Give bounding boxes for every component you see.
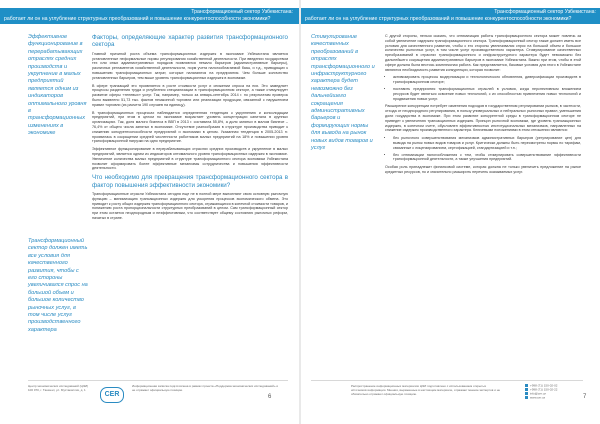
cer-logo: CER [100,387,124,403]
bullet-list-2 [385,136,581,162]
right-sidebar-quote-1: Стимулирование качественных преобразований в отраслях трансформационного и инфраструктурного характера будет невозможно без дальнейшего сокращения административных барьеров и формирующих нормы для вывода на рынок новых видов товаров и услуг [311,34,375,152]
paragraph: Расширение конкуренции потребует изменения подходов в государственном регулировании рынков, в частности, отхода от неоднородного регулирования, в пользу универсальных и нейтральных рыночных правил, уменьшения доли государства в экономике. При этом развитие конкурентной среды в трансформационном секторе не приведет к увеличению трансакционных издержек. Принцип рыночной экономики, где уровень трансакционных издержек, в конечном счете, обусловлен эффективностью институциональных механизмов, направленных на снижение издержек производственного характера. Ключевыми положениями в этом отношении являются: [385,104,581,133]
bullet-list-1 [385,75,581,101]
paragraph: Трансформационные отрасли Узбекистана сегодня еще не в полной мере выполняют свою основную рыночную функцию – минимизацию трансакционных издержек для ускорения процессов экономического обмена. Это приводит к росту общих издержек трансформационного сектора, отражающихся в конечной стоимости товаров, и понижению роста пропорциональности структурных преобразований в целом. Сам трансформационный сектор при этом остается неоднородным и неэффективным, что соответствует общему состоянию рыночных реформ, начатых в стране. [92,191,288,220]
header-band-right [301,8,600,24]
list-item: • без рыночного совершенствования механизмов административных барьеров (регулирование цен) для вывода на рынок новых видов товаров и услуг. Критически должны быть пересмотрены нормы по тарифам, связанные с лицензированием, сертификацией, стандартизацией и т.п.; [393,136,581,150]
right-main-column [385,34,581,178]
header-band-left [0,8,299,24]
right-page [301,0,600,424]
left-main-column [92,34,288,224]
page-number-right: 7 [583,394,587,400]
paragraph: Особая роль принадлежит финансовой системе, которая должна не только увеличить предложение на рынке кредитных ресурсов, но и значительно расширить перечень оказываемых услуг. [385,165,581,174]
footer-disclaimer: Распространение информационных материалов ЦЭИ подготовлено с использованием открытых источников информации. Мнения, выраженные в настоящем материале, отражают мнение экспертов и не обязательно отражают официальную позицию. [351,384,501,396]
phone-icon [525,384,528,387]
section-heading-transformation: Что необходимо для превращения трансформационного сектора в фактор повышения эффективности экономики? [92,174,288,189]
mail-icon [525,392,528,395]
paragraph: В сфере транзакций это проявляется в росте стоимости услуг и снижении спроса на них. Это замедляет процессы разделения труда и углубления специализации в трансформационном секторе, а также стимулирует развитие сферы «теневых» услуг. Так, например, только за январь-сентябрь 2014 г. по результатам проверок было выявлено 51,73 тыс. фактов незаконной торговли или реализации продукции, связанной с нарушением правил торговли (из расчета 190 случаев на единицу). [92,83,288,107]
page-number-left: 6 [268,394,272,400]
left-footer [28,380,288,415]
right-footer [311,380,583,415]
header-title-right: Трансформационный сектор Узбекистана: [494,9,596,15]
contact-email[interactable]: info@cer.uz [525,392,583,396]
header-subtitle-left: работает ли он на углубление структурных преобразований и повышение конкурентоспособности экономики? [4,16,271,22]
list-item: • поставить предприятия трансформационных отраслей в условия, когда перспективным вложением ресурсов будет являться освоение новых технологий, с их способностью привлечения новых технологий и продвижения новых услуг. [393,87,581,101]
footer-note: Информационная записка подготовлена в рамках проекта «Поддержка экономических исследований» и не отражает официальную позицию [132,384,278,392]
contact-website[interactable]: www.cer.uz [525,396,583,400]
header-subtitle-right: работает ли он на углубление структурных преобразований и повышение конкурентоспособности экономики? [305,16,572,22]
contact-phone-2: +998 (71) 150-02-22 [525,388,583,392]
footer-contacts [525,384,583,400]
paragraph: С другой стороны, нельзя сказать, что оптимизация работы трансформационного сектора может повлечь за собой увеличение издержек трансформационного сектора. Трансформационный сектор также должен иметь все условия для качественного развития, чтобы с его стороны увеличивался спрос на большой объем и большое количество рыночных услуг, в том числе услуг производственного характера. Стимулирование качественных преобразований в отраслях трансформационного и инфраструктурного характера будет невозможно без дальнейшего сокращения административных барьеров в экономике Узбекистана. Важно при этом, чтобы в этой сфере должна была вестись комплексная работа. Как представляется, базовые условия для этого в Узбекистане являются необходимость развития конкуренции, которая позволит: [385,34,581,72]
list-item: • без оптимизации налогообложения с тем, чтобы стимулировать совершенствование эффективности трансформационной деятельности, а также улучшения предприятий. [393,153,581,163]
header-title-left: Трансформационный сектор Узбекистана: [191,9,293,15]
paragraph: В трансформационных процессах наблюдается определенная тенденция к укрупнению и консолидации предприятий, при этом в целом по экономике возрастает уровень концентрации капитала в крупных организациях. Так, доля малого бизнеса в ВВП в 2013 г. составила 55,8%, а доля занятых в малом бизнесе – 76,4% от общего числа занятых в экономике. Отсутствие разнообразия в структуре производства приводит к снижению конкурентоспособности предприятий и экономики в целом. Указанная тенденция в 2005-2013 гг. проявилась в сокращении средней численности работников малых предприятий на 18% и повышении уровня трансформационной нагрузки на одно предприятие. [92,110,288,144]
paragraph: Главной причиной роста объема трансформационных издержек в экономике Узбекистана является установленные неформальные нормы регулирования хозяйственной деятельности. При введении государством тех или иных административных порядков появляются немало барьеров (административные барьеры), различных регламентов хозяйственной деятельности, норм учета налогооблагаемой базы, и т.д., приводящих к повышению трансформационных затрат, которые налагаются на предприятия. Чем больше количество установленных барьеров, тем выше уровень трансформационных издержек в экономике. [92,51,288,80]
contact-phone-1: +998 (71) 150-02-02 [525,384,583,388]
list-item: • активизировать процессы модернизации и технологического обновления, диверсификации производств в трансформационном секторе; [393,75,581,85]
left-sidebar-quote-1: Эффективное функционирование в перерабатывающих отраслях средних производств и укрупнение в малых предприятий является одним из индикаторов оптимального уровня в трансформационных изменениях в экономике [28,34,87,137]
section-heading-factors: Факторы, определяющие характер развития трансформационного сектора [92,34,288,49]
left-page [0,0,299,424]
fax-icon [525,388,528,391]
web-icon [525,396,528,399]
left-sidebar-quote-2: Трансформационный сектор должен иметь все условия для качественного развития, чтобы с его стороны увеличивался спрос на большой объем и большое количество рыночных услуг, в том числе услуг производственного характера [28,238,88,333]
paragraph: Эффективное функционирование в перерабатывающих отраслях средних производств и укрупнение в малых предприятий, является одним из индикаторов оптимального уровня трансформационных издержек в экономике. Увеличение количества малых предприятий в структуре трансформационного сектора экономики Узбекистана позволит сформировать более эффективные механизмы сотрудничества и повышения эффективности деятельности. [92,147,288,171]
footer-address: Центр экономических исследований (ЦЭИ) 100 070, г. Ташкент, ул. Мустакиллик, д. 1 [28,384,89,392]
